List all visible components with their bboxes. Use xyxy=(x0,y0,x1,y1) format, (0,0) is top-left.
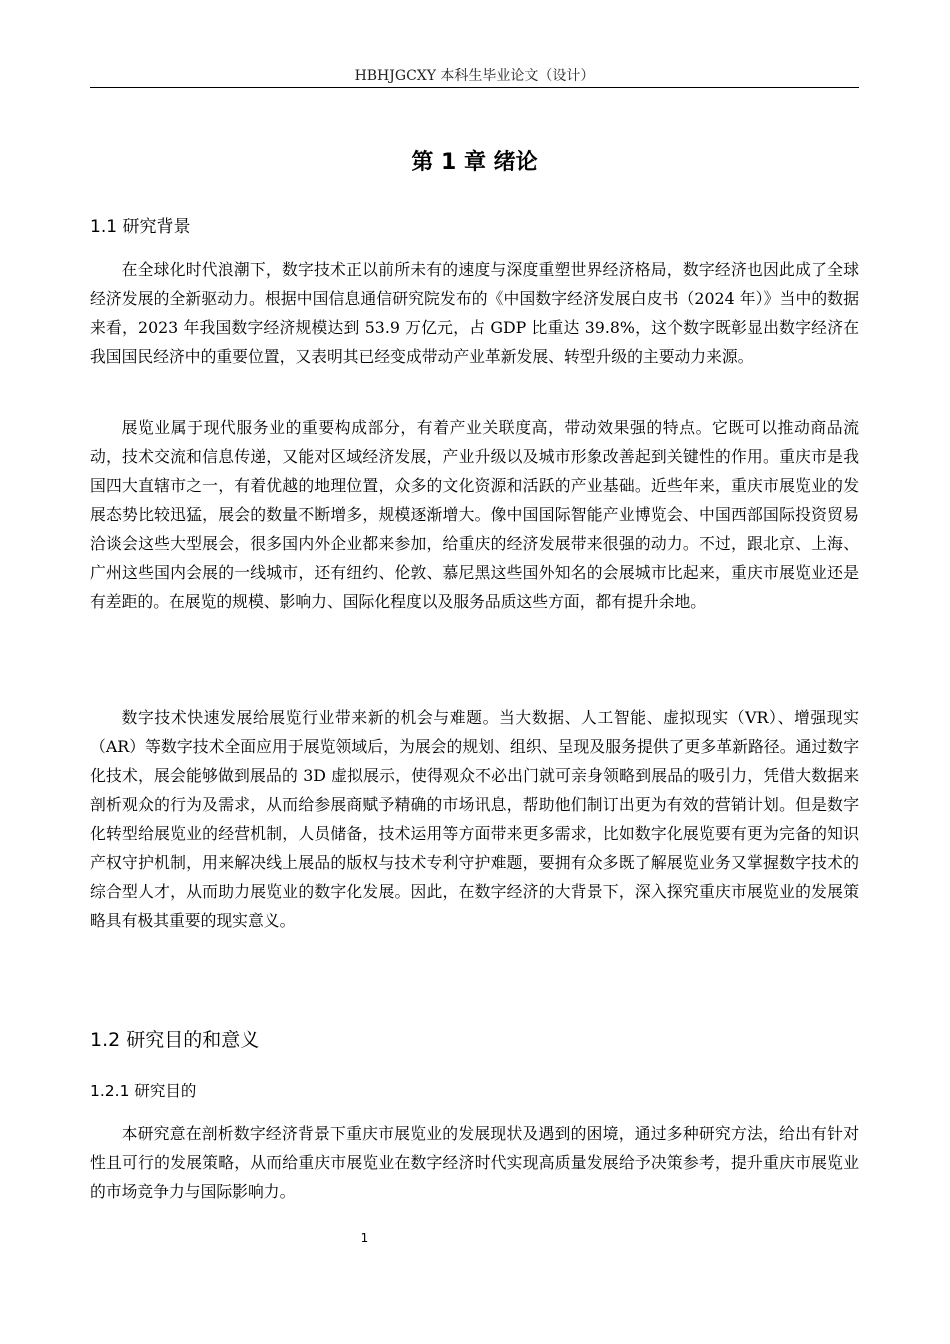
subsection-heading-1-2-1: 1.2.1 研究目的 xyxy=(90,1082,197,1100)
running-header: HBHJGCXY 本科生毕业论文（设计） xyxy=(354,68,595,84)
section-heading-1-2: 1.2 研究目的和意义 xyxy=(90,1029,260,1051)
paragraph-1-1-c: 数字技术快速发展给展览行业带来新的机会与难题。当大数据、人工智能、虚拟现实（VR）、增强现实（AR）等数字技术全面应用于展览领域后，为展会的规划、组织、呈现及服务提供了更多革新路径。通过数字化技术，展会能够做到展品的 3D 虚拟展示，使得观众不必出门就可亲身领略到展品的吸引力，凭借大数据来剖析观众的行为及需求，从而给参展商赋予精确的市场讯息，帮助他们制订出更为有效的营销计划。但是数字化转型给展览业的经营机制，人员储备，技术运用等方面带来更多需求，比如数字化展览要有更为完备的知识产权守护机制，用来解决线上展品的版权与技术专利守护难题，要拥有众多既了解展览业务又掌握数字技术的综合型人才，从而助力展览业的数字化发展。因此，在数字经济的大背景下，深入探究重庆市展览业的发展策略具有极其重要的现实意义。 xyxy=(90,708,859,930)
header-rule xyxy=(90,87,859,88)
chapter-title: 第 1 章 绪论 xyxy=(411,150,538,175)
paragraph-1-1-b: 展览业属于现代服务业的重要构成部分，有着产业关联度高，带动效果强的特点。它既可以推动商品流动，技术交流和信息传递，又能对区域经济发展，产业升级以及城市形象改善起到关键性的作用。重庆市是我国四大直辖市之一，有着优越的地理位置，众多的文化资源和活跃的产业基础。近些年来，重庆市展览业的发展态势比较迅猛，展会的数量不断增多，规模逐渐增大。像中国国际智能产业博览会、中国西部国际投资贸易洽谈会这些大型展会，很多国内外企业都来参加，给重庆的经济发展带来很强的动力。不过，跟北京、上海、广州这些国内会展的一线城市，还有纽约、伦敦、慕尼黑这些国外知名的会展城市比起来，重庆市展览业还是有差距的。在展览的规模、影响力、国际化程度以及服务品质这些方面，都有提升余地。 xyxy=(90,418,859,611)
section-heading-1-1: 1.1 研究背景 xyxy=(90,217,191,237)
paragraph-1-2-1-a: 本研究意在剖析数字经济背景下重庆市展览业的发展现状及遇到的困境，通过多种研究方法，给出有针对性且可行的发展策略，从而给重庆市展览业在数字经济时代实现高质量发展给予决策参考，提升重庆市展览业的市场竞争力与国际影响力。 xyxy=(90,1124,859,1201)
page-number: 1 xyxy=(360,1231,369,1245)
paragraph-1-1-a: 在全球化时代浪潮下，数字技术正以前所未有的速度与深度重塑世界经济格局，数字经济也因此成了全球经济发展的全新驱动力。根据中国信息通信研究院发布的《中国数字经济发展白皮书（2024 年）》当中的数据来看，2023 年我国数字经济规模达到 53.9 万亿元，占 GDP 比重达 39.8%，这个数字既彰显出数字经济在我国国民经济中的重要位置，又表明其已经变成带动产业革新发展、转型升级的主要动力来源。 xyxy=(90,260,859,366)
